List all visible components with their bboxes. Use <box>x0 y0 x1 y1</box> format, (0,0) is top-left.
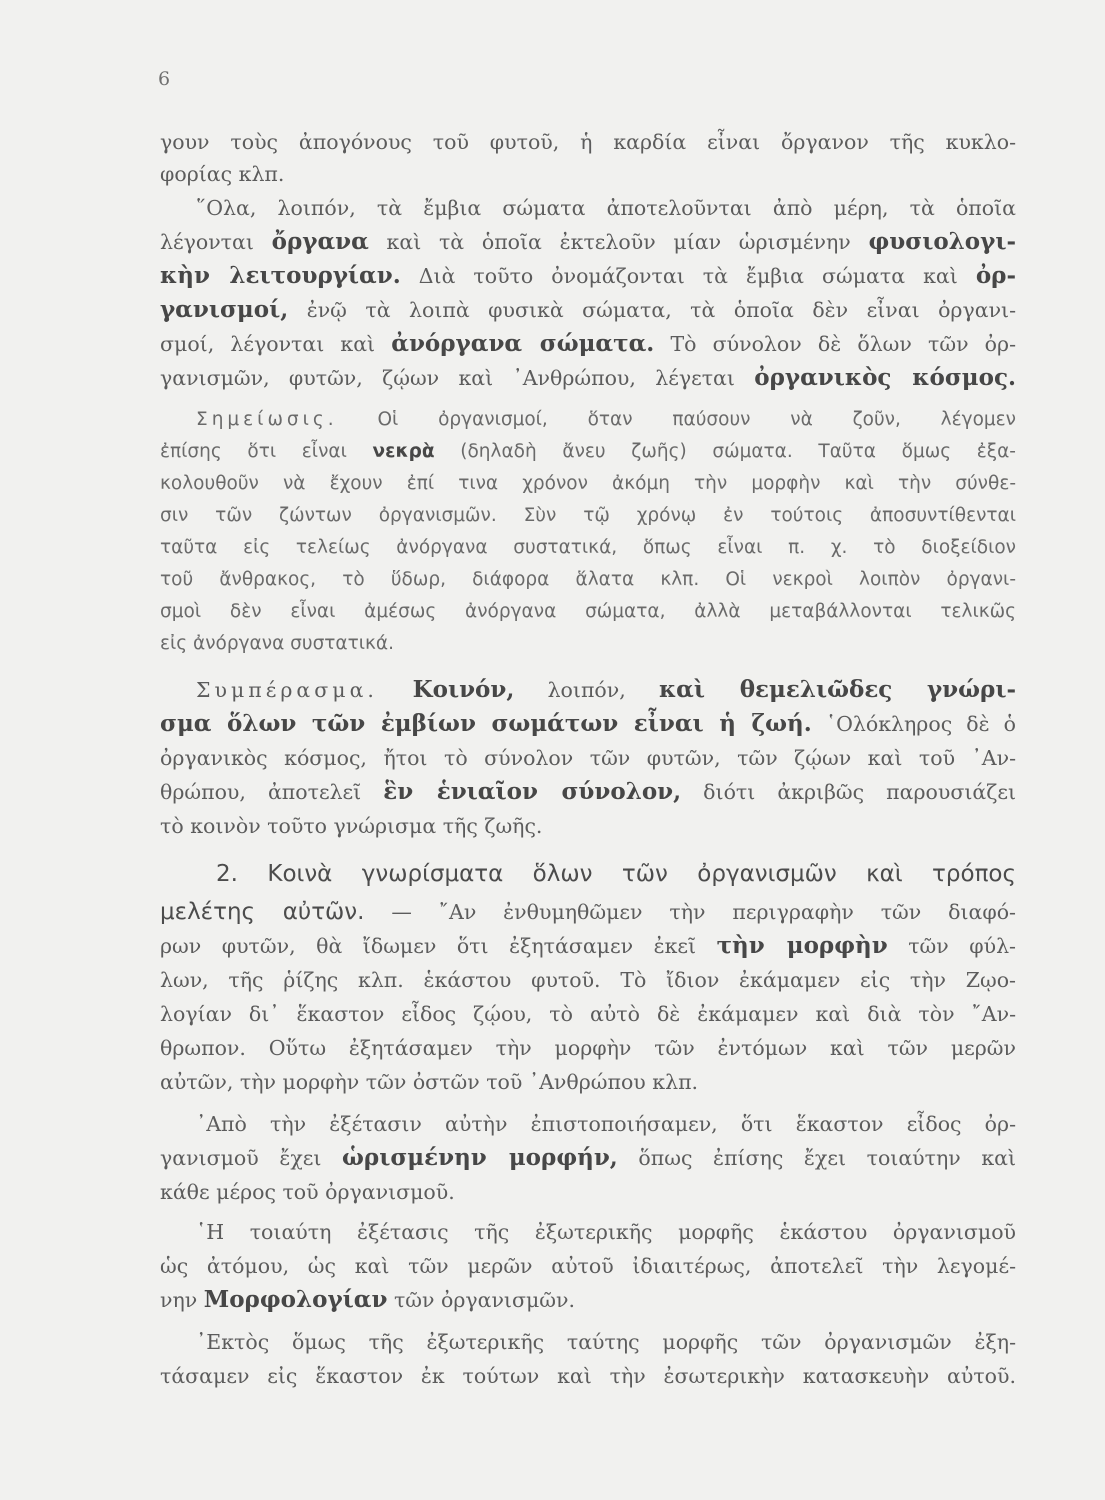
text-span: Τὸ σύνολον δὲ ὅλων τῶν ὀρ- <box>654 332 1017 356</box>
text-line <box>160 330 1016 358</box>
text-line: ῞Ολα, λοιπόν, τὰ ἔμβια σώματα ἀποτελοῦνται ἀπὸ μέρη, τὰ ὁποῖα <box>196 196 1016 220</box>
bold-term: ὄργανα <box>271 228 369 255</box>
note-line: κολουθοῦν νὰ ἔχουν ἐπί τινα χρόνον ἀκόμη τὴν μορφὴν καὶ τὴν σύνθε- <box>160 473 1016 494</box>
text-line <box>160 710 1016 738</box>
bold-term: καὶ θεμελιῶδες γνώρι- <box>658 676 1017 703</box>
text-line <box>196 676 1016 704</box>
text-line: γουν τοὺς ἀπογόνους τοῦ φυτοῦ, ἡ καρδία εἶναι ὄργανον τῆς κυκλο- <box>160 130 1016 154</box>
text-span: (δηλαδὴ ἄνευ ζωῆς) σώματα. Ταῦτα ὅμως ἐξα- <box>434 441 1016 462</box>
text-span: διότι ἀκριβῶς παρουσιάζει <box>681 780 1016 804</box>
text-line: φορίας κλπ. <box>160 162 285 186</box>
bold-term: τὴν μορφὴν <box>716 932 888 959</box>
text-line: ὡς ἀτόμου, ὡς καὶ τῶν μερῶν αὐτοῦ ἰδιαιτέρως, ἀποτελεῖ τὴν λεγομέ- <box>160 1254 1016 1278</box>
text-line <box>160 296 1016 324</box>
note-line: ταῦτα εἰς τελείως ἀνόργανα συστατικά, ὅπως εἶναι π. χ. τὸ διοξείδιον <box>160 537 1016 558</box>
text-span: γανισμῶν, φυτῶν, ζῴων καὶ ᾿Ανθρώπου, λέγεται <box>160 366 755 390</box>
note-line: τοῦ ἄνθρακος, τὸ ὕδωρ, διάφορα ἅλατα κλπ. Οἱ νεκροὶ λοιπὸν ὀργανι- <box>160 569 1016 590</box>
text-line: ᾿Απὸ τὴν ἐξέτασιν αὐτὴν ἐπιστοποιήσαμεν, ὅτι ἕκαστον εἶδος ὀρ- <box>196 1112 1016 1136</box>
section-heading-continued: μελέτης αὐτῶν. <box>160 899 365 925</box>
note-line <box>160 438 1016 466</box>
text-span: Διὰ τοῦτο ὀνομάζονται τὰ ἔμβια σώματα καὶ <box>400 264 976 288</box>
section-heading: 2. Κοινὰ γνωρίσματα ὅλων τῶν ὀργανισμῶν καὶ τρόπος <box>216 861 1016 887</box>
text-line <box>160 932 1016 960</box>
text-span: ρων φυτῶν, θὰ ἴδωμεν ὅτι ἐξητάσαμεν ἐκεῖ <box>160 934 717 958</box>
text-line <box>160 228 1016 256</box>
text-line: τάσαμεν εἰς ἕκαστον ἐκ τούτων καὶ τὴν ἐσωτερικὴν κατασκευὴν αὐτοῦ. <box>160 1364 1016 1388</box>
text-span: Οἱ ὀργανισμοί, ὅταν παύσουν νὰ ζοῦν, λέγομεν <box>337 409 1016 430</box>
text-line: αὐτῶν, τὴν μορφὴν τῶν ὀστῶν τοῦ ᾿Ανθρώπου κλπ. <box>160 1070 699 1094</box>
bold-term: κὴν λειτουργίαν. <box>160 262 401 289</box>
text-span: λέγονται <box>160 230 272 254</box>
bold-term: ὀργανικὸς κόσμος. <box>754 364 1016 391</box>
text-line <box>160 1286 575 1314</box>
text-line: τὸ κοινὸν τοῦτο γνώρισμα τῆς ζωῆς. <box>160 814 543 838</box>
text-line <box>160 1144 1016 1172</box>
text-span: γανισμοῦ ἔχει <box>160 1146 343 1170</box>
text-line: ᾿Εκτὸς ὅμως τῆς ἐξωτερικῆς ταύτης μορφῆς τῶν ὀργανισμῶν ἐξη- <box>196 1330 1016 1354</box>
page-number: 6 <box>158 68 171 90</box>
text-line <box>160 898 1016 926</box>
text-span: καὶ τὰ ὁποῖα ἐκτελοῦν μίαν ὡρισμένην <box>368 230 869 254</box>
text-span: θρώπου, ἀποτελεῖ <box>160 780 384 804</box>
bold-term: ἀνόργανα σώματα. <box>391 330 655 357</box>
conclusion-label: Συμπέρασμα. <box>196 678 378 702</box>
bold-term: ὀρ- <box>975 262 1016 289</box>
text-line: λων, τῆς ῥίζης κλπ. ἑκάστου φυτοῦ. Τὸ ἴδιον ἐκάμαμεν εἰς τὴν Ζῳο- <box>160 968 1016 992</box>
text-line: ῾Η τοιαύτη ἐξέτασις τῆς ἐξωτερικῆς μορφῆς ἑκάστου ὀργανισμοῦ <box>196 1220 1016 1244</box>
note-line <box>196 406 1016 434</box>
text-line: θρωπον. Οὕτω ἐξητάσαμεν τὴν μορφὴν τῶν ἐντόμων καὶ τῶν μερῶν <box>160 1036 1016 1060</box>
text-span: νην <box>160 1288 204 1312</box>
bold-term: Μορφολογίαν <box>203 1286 388 1313</box>
bold-term: φυσιολογι- <box>868 228 1016 255</box>
bold-term: ἓν ἑνιαῖον σύνολον, <box>383 778 682 805</box>
text-span: λοιπόν, <box>514 678 659 702</box>
note-line: σιν τῶν ζώντων ὀργανισμῶν. Σὺν τῷ χρόνῳ ἐν τούτοις ἀποσυντίθενται <box>160 505 1016 526</box>
text-span: τῶν φύλ- <box>887 934 1016 958</box>
note-label: Σημείωσις. <box>196 409 338 430</box>
bold-term: γανισμοί, <box>160 296 289 323</box>
text-span: — ῎Αν ἐνθυμηθῶμεν τὴν περιγραφὴν τῶν διαφό- <box>364 900 1016 924</box>
text-span: ὅπως ἐπίσης ἔχει τοιαύτην καὶ <box>617 1146 1017 1170</box>
text-line <box>160 262 1016 290</box>
bold-term: Κοινόν, <box>377 676 515 703</box>
bold-term: ὡρισμένην μορφήν, <box>342 1144 618 1171</box>
note-line: εἰς ἀνόργανα συστατικά. <box>160 633 395 654</box>
note-line: σμοὶ δὲν εἶναι ἀμέσως ἀνόργανα σώματα, ἀλλὰ μεταβάλλονται τελικῶς <box>160 601 1016 622</box>
text-line: ὀργανικὸς κόσμος, ἤτοι τὸ σύνολον τῶν φυτῶν, τῶν ζῴων καὶ τοῦ ᾿Αν- <box>160 746 1016 770</box>
text-line <box>160 364 1016 392</box>
text-span: ἐνῷ τὰ λοιπὰ φυσικὰ σώματα, τὰ ὁποῖα δὲν εἶναι ὀργανι- <box>288 298 1016 322</box>
bold-term: νεκρὰ <box>372 441 435 462</box>
text-line: κάθε μέρος τοῦ ὀργανισμοῦ. <box>160 1180 455 1204</box>
bold-term: σμα ὅλων τῶν ἐμβίων σωμάτων εἶναι ἡ ζωή. <box>160 710 812 737</box>
text-span: τῶν ὀργανισμῶν. <box>387 1288 575 1312</box>
text-span: ἐπίσης ὅτι εἶναι <box>160 441 373 462</box>
text-line: λογίαν δι᾿ ἕκαστον εἶδος ζῴου, τὸ αὐτὸ δὲ ἐκάμαμεν καὶ διὰ τὸν ῎Αν- <box>160 1002 1016 1026</box>
text-span: ῾Ολόκληρος δὲ ὁ <box>811 712 1016 736</box>
text-line <box>160 778 1016 806</box>
text-span: σμοί, λέγονται καὶ <box>160 332 392 356</box>
